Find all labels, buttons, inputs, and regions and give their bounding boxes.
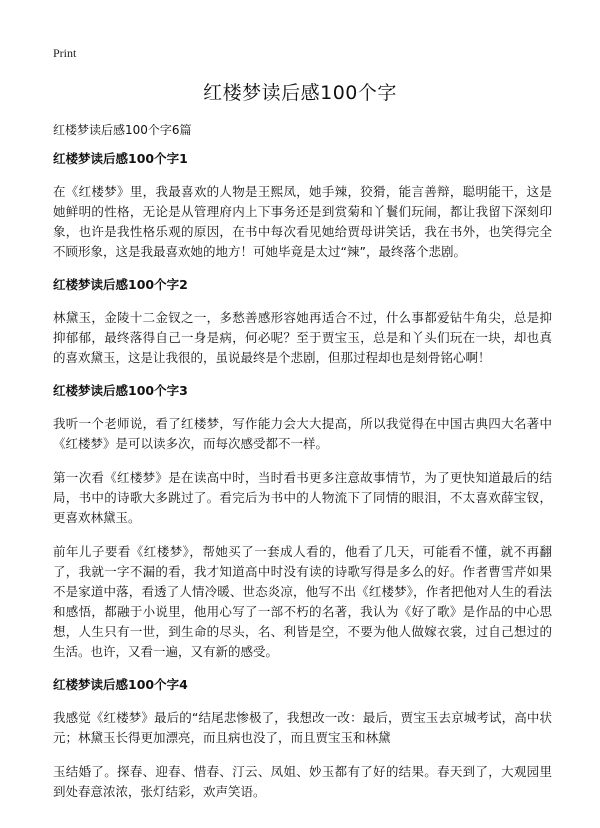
- section-heading: 红楼梦读后感100个字2: [53, 277, 188, 292]
- article-subtitle: 红楼梦读后感100个字6篇: [53, 123, 192, 137]
- paragraph: 我听一个老师说，看了红楼梦，写作能力会大大提高，所以我觉得在中国古典四大名著中《红楼梦》是可以读多次，而每次感受都不一样。: [53, 416, 552, 451]
- page-title: 红楼梦读后感100个字: [203, 82, 397, 104]
- section-heading: 红楼梦读后感100个字4: [53, 677, 188, 692]
- paragraph: 第一次看《红楼梦》是在读高中时，当时看书更多注意故事情节，为了更快知道最后的结局，书中的诗歌大多跳过了。看完后为书中的人物流下了同情的眼泪，不太喜欢薛宝钗，更喜欢林黛玉。: [53, 470, 552, 525]
- article-body: [53, 150, 552, 816]
- section-heading: 红楼梦读后感100个字3: [53, 383, 188, 398]
- paragraph: 林黛玉，金陵十二金钗之一，多愁善感形容她再适合不过，什么事都爱钻牛角尖，总是抑抑郁郁，最终落得自己一身是病，何必呢？至于贾宝玉，总是和丫头们玩在一块，却也真的喜欢黛玉，这是让我很的，虽说最终是个悲剧，但那过程却也是刻骨铭心啊！: [53, 310, 552, 365]
- section-1: [53, 150, 552, 262]
- section-2: [53, 276, 552, 368]
- paragraph: 我感觉《红楼梦》最后的“结尾悲惨极了，我想改一改：最后，贾宝玉去京城考试，高中状元；林黛玉长得更加漂亮，而且病也没了，而且贾宝玉和林黛: [53, 710, 552, 745]
- print-link[interactable]: Print: [53, 46, 77, 60]
- paragraph: 前年儿子要看《红楼梦》，帮她买了一套成人看的，他看了几天，可能看不懂，就不再翻了，我就一字不漏的看，我才知道高中时没有读的诗歌写得是多么的好。作者曹雪芹如果不是家道中落，看透了人情冷暖、世态炎凉，他写不出《红楼梦》，作者把他对人生的看法和感悟，都融于小说里，他用心写了一部不朽的名著，我认为《好了歌》是作品的中心思想，人生只有一世，到生命的尽头，名、利皆是空，不要为他人做嫁衣裳，过自己想过的生活。也许，又看一遍，又有新的感受。: [53, 544, 552, 659]
- paragraph: 在《红楼梦》里，我最喜欢的人物是王熙凤，她手辣，狡猾，能言善辩，聪明能干，这是她鲜明的性格，无论是从管理府内上下事务还是到赏菊和丫鬟们玩闹，都让我留下深刻印象，也许是我性格乐观的原因，在书中每次看见她给贾母讲笑话，我在书外，也笑得完全不顾形象，这是我最喜欢她的地方！可她毕竟是太过“辣”，最终落个悲剧。: [53, 184, 552, 259]
- paragraph: 玉结婚了。探春、迎春、惜春、汀云、凤姐、妙玉都有了好的结果。春天到了，大观园里到处春意浓浓，张灯结彩，欢声笑语。: [53, 764, 552, 799]
- section-heading: 红楼梦读后感100个字1: [53, 151, 188, 166]
- section-4: [53, 676, 552, 802]
- section-3: [53, 382, 552, 662]
